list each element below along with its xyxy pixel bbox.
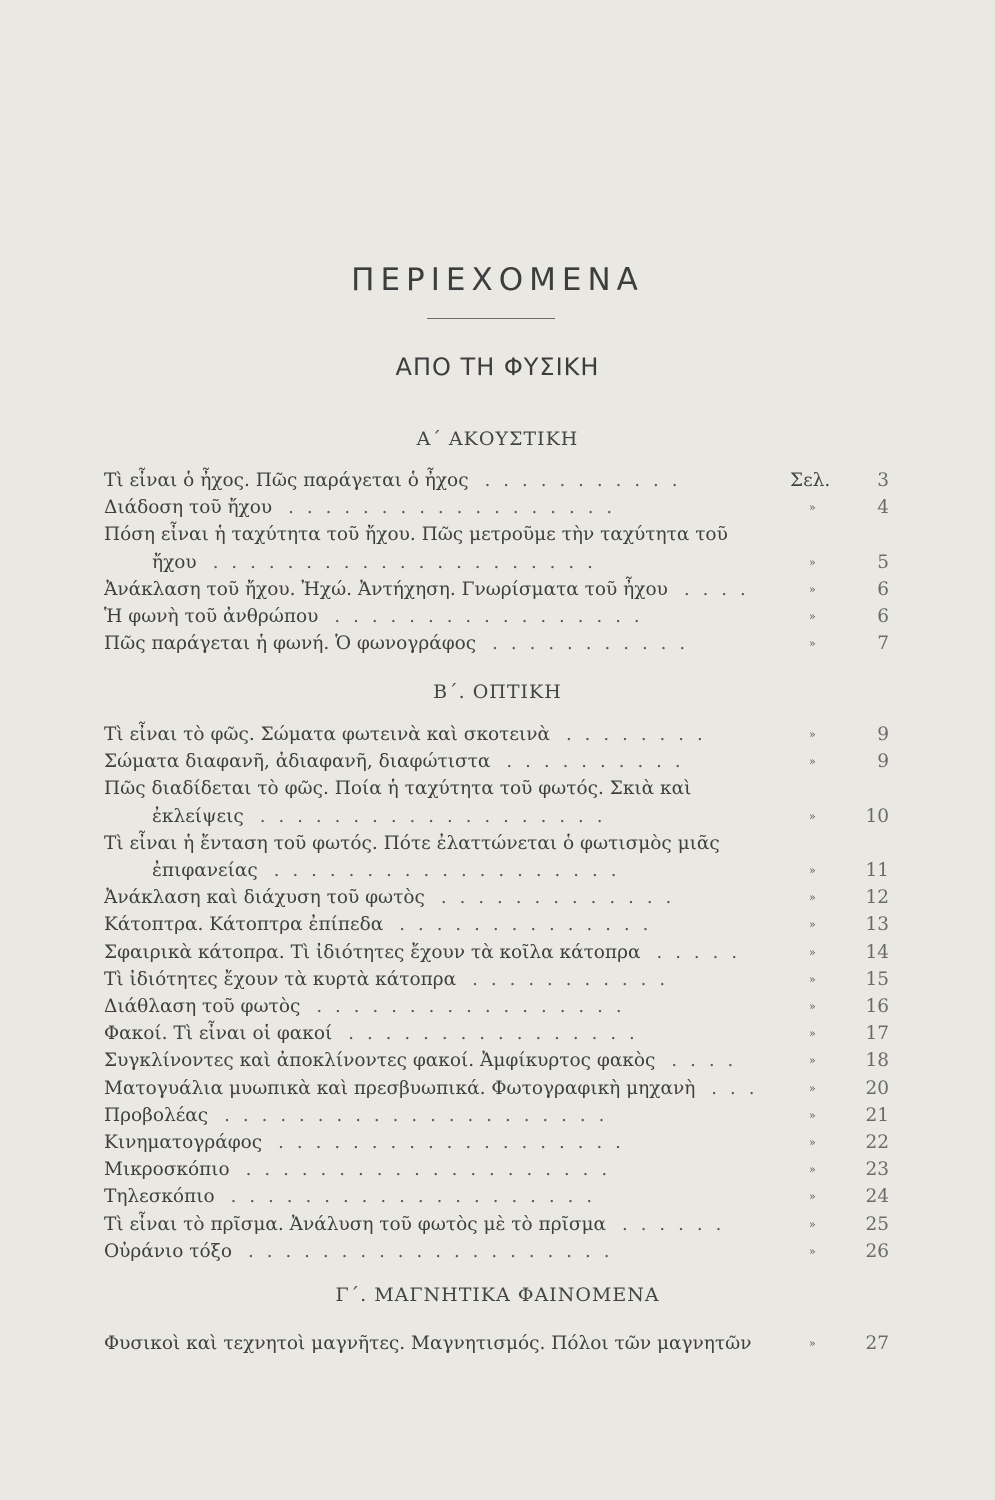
toc-entry [104,603,889,630]
ditto-mark: » [809,501,816,515]
leader-dots: ..................... [224,1104,618,1126]
entry-title: Ματογυάλια μυωπικὰ καὶ πρεσβυωπικά. Φωτογραφικὴ μηχανὴ [104,1077,696,1099]
ditto-mark: » [809,1190,816,1204]
ditto-mark: » [809,972,816,986]
ditto-mark: » [809,809,816,823]
entry-title: Τὶ εἶναι τὸ φῶς. Σώματα φωτεινὰ καὶ σκοτεινὰ [104,724,550,745]
page-number: 25 [865,1213,889,1235]
toc-entry-continuation [104,549,889,576]
ditto-mark: » [809,610,816,623]
toc-entry [104,1129,889,1156]
page-number: 21 [865,1104,889,1126]
entry-title: Μικροσκόπιο [104,1159,230,1181]
page-number: 9 [877,724,889,745]
entry-title: Φυσικοὶ καὶ τεχνητοὶ μαγνῆτες. Μαγνητισμός. Πόλοι τῶν μαγνητῶν [104,1333,752,1354]
ditto-mark: » [809,1027,816,1041]
leader-dots: .................. [288,497,626,519]
entry-title: Ἡ φωνὴ τοῦ ἀνθρώπου [104,606,319,627]
toc-entry [104,1211,889,1238]
toc-entry-continuation [104,803,889,830]
toc-entry [104,467,889,494]
page-number: 12 [865,887,889,909]
toc-entry [104,494,889,521]
ditto-mark: » [809,637,816,651]
ditto-mark: » [809,1054,816,1068]
entry-title: Σφαιρικὰ κάτοπρα. Τὶ ἰδιότητες ἔχουν τὰ κοῖλα κάτοπρα [104,941,641,963]
entry-title-continuation: ἐκλείψεις [152,805,244,827]
part-title: ΑΠΟ ΤΗ ΦΥΣΙΚΗ [395,353,600,381]
page-number: 13 [865,914,889,936]
entry-title: Ἀνάκλαση τοῦ ἤχου. Ἠχώ. Ἀντήχηση. Γνωρίσματα τοῦ ἦχου [104,578,668,600]
page-ref-label: Σελ. [790,470,831,491]
entry-title: Ἀνάκλαση καὶ διάχυση τοῦ φωτὸς [104,887,425,909]
leader-dots: ........ [565,724,716,745]
leader-dots: .............. [399,914,662,936]
toc-entry [104,1047,889,1074]
ditto-mark: » [809,1000,816,1013]
page-number: 10 [865,805,889,827]
entry-title: Τὶ εἶναι ἡ ἔνταση τοῦ φωτός. Πότε ἐλαττώνεται ὁ φωτισμὸς μιᾶς [104,832,720,854]
page-number: 4 [877,497,889,519]
toc-entry [104,966,889,993]
toc-entry [104,1075,889,1102]
section-heading: Β΄. ΟΠΤΙΚΗ [433,681,562,703]
page-number: 5 [877,551,889,573]
leader-dots: ................. [316,996,635,1017]
entry-title-continuation: ἤχου [152,551,197,573]
ditto-mark: » [809,755,816,769]
page-number: 24 [865,1186,889,1208]
ditto-mark: » [809,555,816,569]
page-number: 14 [865,941,889,963]
toc-entry [104,884,889,911]
toc-entry [104,521,889,548]
toc-entry [104,721,889,748]
ditto-mark: » [809,582,816,596]
leader-dots: .................... [230,1186,606,1208]
entry-title-continuation: ἐπιφανείας [152,860,258,881]
entry-title: Τὶ εἶναι ὁ ἦχος. Πῶς παράγεται ὁ ἦχος [104,470,469,491]
page-number: 15 [865,968,889,990]
toc-entry [104,993,889,1020]
page-number: 23 [865,1159,889,1181]
leader-dots: .... [671,1050,747,1072]
toc-entry [104,1102,889,1129]
toc-entry [104,1020,889,1047]
page-number: 20 [865,1077,889,1099]
leader-dots: ........... [472,968,679,990]
leader-dots: ........... [492,633,699,655]
entry-title: Κινηματογράφος [104,1132,263,1153]
ditto-mark: » [809,918,816,932]
entry-title: Πῶς παράγεται ἡ φωνή. Ὁ φωνογράφος [104,633,477,655]
toc-entry [104,1330,889,1357]
leader-dots: ................... [259,805,616,827]
page-number: 3 [877,470,889,491]
entry-title: Τὶ ἰδιότητες ἔχουν τὰ κυρτὰ κάτοπρα [104,968,457,990]
toc-entry [104,576,889,603]
page-number: 7 [877,633,889,655]
entry-title: Προβολέας [104,1104,209,1126]
ditto-mark: » [809,1244,816,1258]
leader-dots: .... [683,578,759,600]
ditto-mark: » [809,891,816,905]
leader-dots: ................. [334,606,653,627]
ditto-mark: » [809,1108,816,1122]
page-number: 27 [865,1333,889,1354]
ditto-mark: » [809,1081,816,1095]
ditto-mark: » [809,945,816,959]
entry-title: Πῶς διαδίδεται τὸ φῶς. Ποία ἡ ταχύτητα τοῦ φωτός. Σκιὰ καὶ [104,778,692,800]
page-number: 17 [865,1023,889,1045]
page-number: 22 [865,1132,889,1153]
leader-dots: ...... [621,1213,735,1235]
toc-entry [104,939,889,966]
page-number: 26 [865,1240,889,1262]
toc-entry-continuation [104,857,889,884]
entry-title: Τὶ εἶναι τὸ πρῖσμα. Ἀνάλυση τοῦ φωτὸς μὲ τὸ πρῖσμα [104,1213,606,1235]
leader-dots: .................... [248,1240,623,1262]
page-number: 16 [865,996,889,1017]
entry-title: Οὐράνιο τόξο [104,1240,233,1262]
leader-dots: ..................... [212,551,606,573]
leader-dots: ... [711,1077,768,1099]
toc-entry [104,748,889,775]
page-number: 6 [877,606,889,627]
section-heading: Α΄ ΑΚΟΥΣΤΙΚΗ [416,428,579,450]
entry-title: Διάδοση τοῦ ἤχου [104,497,273,519]
entry-title: Πόση εἶναι ἡ ταχύτητα τοῦ ἤχου. Πῶς μετροῦμε τὴν ταχύτητα τοῦ [104,524,728,546]
toc-entry [104,1238,889,1265]
leader-dots: .................... [245,1159,621,1181]
entry-title: Τηλεσκόπιο [104,1186,215,1208]
page-title: ΠΕΡΙΕΧΟΜΕΝΑ [351,262,644,298]
entry-title: Κάτοπτρα. Κάτοπτρα ἐπίπεδα [104,914,384,936]
ditto-mark: » [809,1217,816,1231]
leader-dots: ................... [273,860,630,881]
page-number: 11 [865,860,889,881]
toc-entry [104,830,889,857]
page-number: 18 [865,1050,889,1072]
leader-dots: .......... [506,751,694,773]
toc-entry [104,775,889,802]
title-divider [427,318,555,319]
page-number: 9 [877,751,889,773]
ditto-mark: » [809,728,816,741]
ditto-mark: » [809,1337,816,1350]
ditto-mark: » [809,1136,816,1149]
ditto-mark: » [809,864,816,877]
toc-entry [104,1156,889,1183]
entry-title: Συγκλίνοντες καὶ ἀποκλίνοντες φακοί. Ἀμφίκυρτος φακὸς [104,1050,656,1072]
leader-dots: ............. [440,887,685,909]
leader-dots: ................ [348,1023,648,1045]
entry-title: Φακοί. Τὶ εἶναι οἱ φακοί [104,1023,333,1045]
leader-dots: ..... [656,941,751,963]
toc-entry [104,1183,889,1210]
leader-dots: ........... [484,470,691,491]
entry-title: Σώματα διαφανῆ, ἀδιαφανῆ, διαφώτιστα [104,751,491,773]
ditto-mark: » [809,1163,816,1177]
section-heading: Γ΄. ΜΑΓΝΗΤΙΚΑ ΦΑΙΝΟΜΕΝΑ [335,1284,660,1306]
entry-title: Διάθλαση τοῦ φωτὸς [104,996,301,1017]
toc-entry [104,630,889,657]
page-number: 6 [877,578,889,600]
leader-dots: ................... [278,1132,634,1153]
toc-entry [104,911,889,938]
